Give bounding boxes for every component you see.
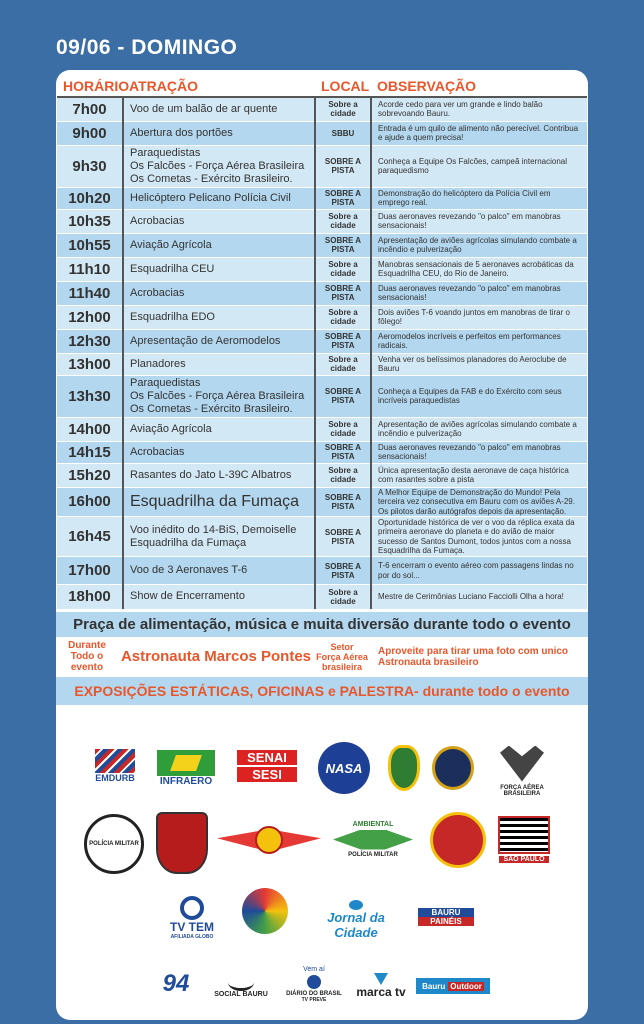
row-location: SOBRE A PISTA (315, 281, 371, 305)
table-row (57, 375, 587, 417)
row-observation: Única apresentação desta aeronave de caça histórica com rasantes sobre a pista (371, 463, 587, 487)
row-attraction: Acrobacias (123, 441, 315, 463)
row-attraction: Voo inédito do 14-BiS, Demoiselle Esquadrilha da Fumaça (123, 517, 315, 557)
col-attraction: ATRAÇÃO (123, 76, 315, 97)
infraero-logo: INFRAERO (154, 748, 218, 788)
row-observation: Acorde cedo para ver um grande e lindo balão sobrevoando Bauru. (371, 97, 587, 121)
table-row (57, 487, 587, 517)
row-location: SOBRE A PISTA (315, 487, 371, 517)
table-row (57, 121, 587, 145)
table-row (57, 145, 587, 187)
row-observation: Mestre de Cerimônias Luciano Facciolli Olha a hora! (371, 585, 587, 609)
bauru-paineis-logo: BAURU PAINÉIS (416, 906, 476, 928)
astronaut-where: Setor Força Aérea brasileira (316, 641, 368, 672)
row-observation: Entrada é um quilo de alimento não perecível. Contribua e ajude a quem precisa! (371, 121, 587, 145)
radio-94-logo: 94 (162, 970, 190, 997)
row-observation: Apresentação de aviões agrícolas simulando combate a incêndio e pulverização (371, 417, 587, 441)
emdurb-logo: EMDURB (90, 746, 140, 786)
row-observation: Venha ver os belíssimos planadores do Aeroclube de Bauru (371, 353, 587, 375)
page-header (56, 36, 237, 60)
table-row (57, 257, 587, 281)
row-location: SOBRE A PISTA (315, 557, 371, 585)
date-label: 09/06 - (56, 36, 125, 59)
row-time: 16h00 (57, 487, 123, 517)
row-time: 17h00 (57, 557, 123, 585)
table-row (57, 281, 587, 305)
row-location: Sobre a cidade (315, 353, 371, 375)
row-time: 13h00 (57, 353, 123, 375)
row-location: SOBRE A PISTA (315, 233, 371, 257)
row-attraction: Aviação Agrícola (123, 233, 315, 257)
policia-militar-logo: POLÍCIA MILITAR (84, 814, 144, 874)
tvtem-logo: TV TEM AFILIADA GLOBO (164, 890, 220, 946)
row-time: 15h20 (57, 463, 123, 487)
marca-tv-logo: marca tv (350, 968, 412, 1004)
table-row (57, 233, 587, 257)
row-attraction: Paraquedistas Os Falcões - Força Aérea Brasileira Os Cometas - Exército Brasileiro. (123, 145, 315, 187)
fab-logo: FORÇA AÉREA BRASILEIRA (484, 744, 560, 798)
row-time: 10h55 (57, 233, 123, 257)
row-time: 13h30 (57, 375, 123, 417)
row-time: 16h45 (57, 517, 123, 557)
row-location: SOBRE A PISTA (315, 441, 371, 463)
day-label: DOMINGO (131, 36, 238, 59)
row-time: 12h30 (57, 329, 123, 353)
row-time: 10h20 (57, 187, 123, 209)
row-observation: Dois aviões T-6 voando juntos em manobras de tirar o fôlego! (371, 305, 587, 329)
table-row (57, 353, 587, 375)
row-time: 14h00 (57, 417, 123, 441)
row-attraction: Aviação Agrícola (123, 417, 315, 441)
row-location: Sobre a cidade (315, 97, 371, 121)
col-location: LOCAL (315, 76, 371, 97)
row-observation: Oportunidade histórica de ver o voo da réplica exata da primeira aeronave do planeta e do avião de maior sucesso de Santos Dumont, todos juntos com a nossa Esquadrilha da Fumaça. (371, 517, 587, 557)
row-observation: Apresentação de aviões agrícolas simulando combate a incêndio e pulverização (371, 233, 587, 257)
row-location: Sobre a cidade (315, 463, 371, 487)
table-row (57, 585, 587, 609)
row-observation: A Melhor Equipe de Demonstração do Mundo! Pela terceira vez consecutiva em Bauru com os aviões A-29. Os pilotos darão autógrafos depois da apresentação. (371, 487, 587, 517)
row-location: SOBRE A PISTA (315, 187, 371, 209)
senai-sesi-logo: SENAI SESI (236, 746, 298, 786)
row-time: 7h00 (57, 97, 123, 121)
row-location: SOBRE A PISTA (315, 329, 371, 353)
schedule-table (57, 76, 587, 609)
bauru-outdoor-logo: Bauru Outdoor (416, 978, 490, 994)
nasa-logo: NASA (318, 742, 370, 794)
row-location: Sobre a cidade (315, 585, 371, 609)
table-row (57, 417, 587, 441)
table-row (57, 97, 587, 121)
sponsor-logos (56, 740, 588, 1020)
row-attraction: Acrobacias (123, 209, 315, 233)
row-location: Sobre a cidade (315, 417, 371, 441)
row-time: 12h00 (57, 305, 123, 329)
row-time: 9h30 (57, 145, 123, 187)
social-bauru-logo: SOCIAL BAURU (206, 966, 276, 1006)
row-time: 14h15 (57, 441, 123, 463)
table-header (57, 76, 587, 97)
row-attraction: Paraquedistas Os Falcões - Força Aérea Brasileira Os Cometas - Exército Brasileiro. (123, 375, 315, 417)
food-banner: Praça de alimentação, música e muita diversão durante todo o evento (56, 612, 588, 637)
row-observation: T-6 encerram o evento aéreo com passagens lindas no por do sol... (371, 557, 587, 585)
astronaut-when: Durante Todo o evento (68, 640, 106, 673)
table-row (57, 305, 587, 329)
fire-dept-logo (430, 812, 486, 868)
pm-shield-logo (156, 812, 208, 874)
row-observation: Duas aeronaves revezando "o palco" em manobras sensacionais! (371, 441, 587, 463)
row-time: 18h00 (57, 585, 123, 609)
schedule-body (57, 97, 587, 609)
radio-96-logo (242, 888, 288, 934)
table-row (57, 557, 587, 585)
astronaut-obs: Aproveite para tirar uma foto com unico Astronauta brasileiro (378, 645, 569, 668)
row-observation: Conheça a Equipe Os Falcões, campeã internacional paraquedismo (371, 145, 587, 187)
table-row (57, 463, 587, 487)
schedule-card (56, 70, 588, 1020)
row-location: Sobre a cidade (315, 257, 371, 281)
table-row (57, 209, 587, 233)
row-attraction: Voo de 3 Aeronaves T-6 (123, 557, 315, 585)
row-attraction: Voo de um balão de ar quente (123, 97, 315, 121)
expo-banner: EXPOSIÇÕES ESTÁTICAS, OFICINAS e PALESTRA- durante todo o evento (56, 677, 588, 705)
row-observation: Aeromodelos incríveis e perfeitos em performances radicais. (371, 329, 587, 353)
table-row (57, 517, 587, 557)
navy-emblem (432, 742, 474, 794)
army-emblem (388, 742, 420, 794)
row-location: Sobre a cidade (315, 305, 371, 329)
jornal-da-cidade-logo: Jornal da Cidade (306, 900, 406, 940)
row-location: SOBRE A PISTA (315, 517, 371, 557)
col-time: HORÁRIO (57, 76, 123, 97)
row-attraction: Apresentação de Aeromodelos (123, 329, 315, 353)
row-location: Sobre a cidade (315, 209, 371, 233)
row-attraction: Planadores (123, 353, 315, 375)
table-row (57, 187, 587, 209)
table-row (57, 329, 587, 353)
astronaut-name: Astronauta Marcos Pontes (120, 648, 312, 665)
row-observation: Demonstração do helicóptero da Polícia Civil em emprego real. (371, 187, 587, 209)
row-time: 11h40 (57, 281, 123, 305)
col-observation: OBSERVAÇÃO (371, 76, 587, 97)
row-location: SOBRE A PISTA (315, 375, 371, 417)
row-time: 11h10 (57, 257, 123, 281)
row-observation: Duas aeronaves revezando "o palco" em manobras sensacionais! (371, 209, 587, 233)
row-attraction: Esquadrilha EDO (123, 305, 315, 329)
sao-paulo-logo: SÃO PAULO (488, 810, 560, 868)
wings-logo (216, 820, 322, 860)
policia-ambiental-logo: AMBIENTAL POLÍCIA MILITAR (328, 808, 418, 870)
astronaut-row (56, 637, 588, 677)
row-observation: Duas aeronaves revezando "o palco" em manobras sensacionais! (371, 281, 587, 305)
row-attraction: Show de Encerramento (123, 585, 315, 609)
row-attraction: Abertura dos portões (123, 121, 315, 145)
table-row (57, 441, 587, 463)
row-attraction: Esquadrilha da Fumaça (123, 487, 315, 517)
row-observation: Manobras sensacionais de 5 aeronaves acrobáticas da Esquadrilha CEU, do Rio de Janeiro. (371, 257, 587, 281)
row-location: SOBRE A PISTA (315, 145, 371, 187)
row-location: SBBU (315, 121, 371, 145)
row-observation: Conheça a Equipes da FAB e do Exército com seus incríveis paraquedistas (371, 375, 587, 417)
row-attraction: Rasantes do Jato L-39C Albatros (123, 463, 315, 487)
diario-do-brasil-logo: Vem aí DIÁRIO DO BRASIL TV PREVE (286, 965, 342, 1003)
row-time: 10h35 (57, 209, 123, 233)
row-time: 9h00 (57, 121, 123, 145)
row-attraction: Esquadrilha CEU (123, 257, 315, 281)
row-attraction: Helicóptero Pelicano Polícia Civil (123, 187, 315, 209)
row-attraction: Acrobacias (123, 281, 315, 305)
